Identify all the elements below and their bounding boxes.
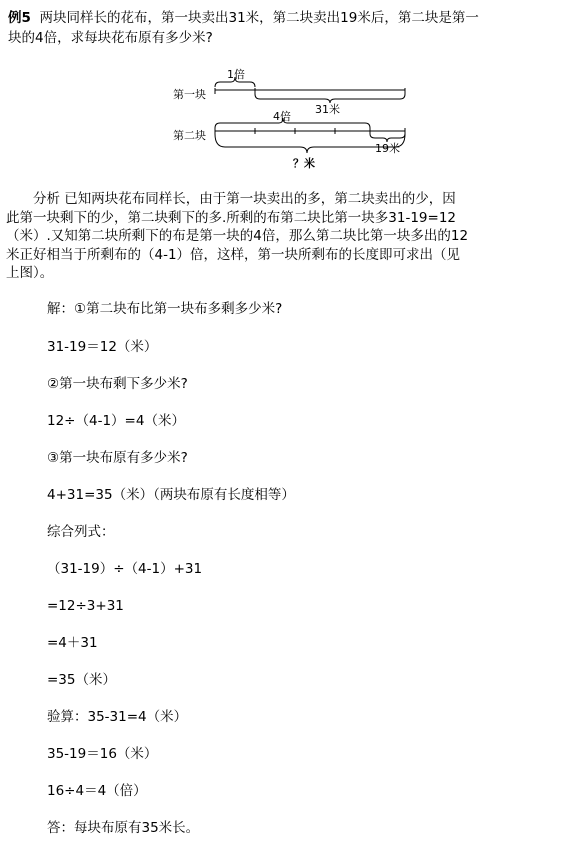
label-total: ？米: [293, 157, 315, 170]
solution-line: =4＋31: [47, 635, 98, 651]
solution-line: 4+31=35（米）（两块布原有长度相等）: [47, 487, 295, 503]
analysis-line: 上图）。: [6, 265, 54, 281]
analysis-line: 此第一块剩下的少，第二块剩下的多.所剩的布第二块比第一块多31-19=12: [6, 209, 457, 226]
solution-line: 解：①第二块布比第一块布多剩多少米?: [47, 301, 283, 317]
solution-line: 16÷4＝4（倍）: [47, 783, 147, 799]
analysis-line: （米）.又知第二块所剩下的布是第一块的4倍，那么第二块比第一块多出的12: [6, 228, 469, 244]
row1-label: 第一块: [173, 88, 206, 101]
problem-line-1: [8, 8, 564, 28]
example-label: 例5: [8, 10, 31, 26]
problem-text-1: 两块同样长的花布，第一块卖出31米，第二块卖出19米后，第二块是第一: [39, 10, 479, 26]
solution-line: =35（米）: [47, 672, 116, 688]
solution-line: 验算：35-31=4（米）: [47, 709, 188, 725]
line-segment-diagram: [165, 65, 425, 177]
problem-line-2: 块的4倍，求每块花布原有多少米?: [8, 30, 213, 46]
label-1bei: 1倍: [227, 68, 245, 81]
brace-19mi: [370, 134, 405, 142]
label-19mi: 19米: [375, 142, 400, 155]
solution-line: 答：每块布原有35米长。: [47, 820, 200, 836]
solution-line: （31-19）÷（4-1）+31: [47, 561, 203, 577]
row2-label: 第二块: [173, 129, 206, 142]
solution-line: 12÷（4-1）=4（米）: [47, 413, 185, 429]
analysis-line: 分析 已知两块花布同样长，由于第一块卖出的多，第二块卖出的少，因: [6, 191, 456, 207]
label-4bei: 4倍: [273, 110, 291, 123]
analysis-paragraph: [6, 190, 562, 283]
solution-line: 35-19＝16（米）: [47, 746, 158, 762]
solution-line: =12÷3+31: [47, 598, 124, 614]
brace-4bei: [215, 118, 370, 128]
solution-line: 综合列式：: [47, 524, 115, 540]
label-31mi: 31米: [315, 103, 340, 116]
analysis-line: 米正好相当于所剩布的（4-1）倍，这样，第一块所剩布的长度即可求出（见: [6, 246, 461, 263]
solution-line: ②第一块布剩下多少米?: [47, 376, 188, 392]
solution-line: ③第一块布原有多少米?: [47, 450, 188, 466]
solution-line: 31-19＝12（米）: [47, 339, 158, 355]
brace-31mi: [255, 94, 405, 103]
